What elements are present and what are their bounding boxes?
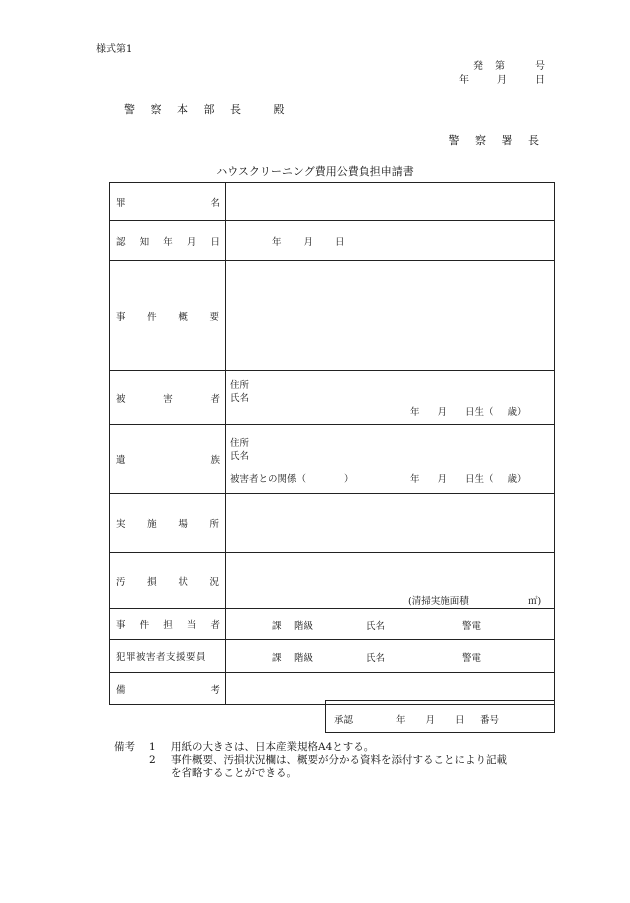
addressee: 警 察 本 部 長 殿 xyxy=(124,103,291,116)
label-char: 汚 xyxy=(116,576,126,588)
notes-heading: 備考 xyxy=(114,741,135,753)
application-form-table xyxy=(109,182,555,705)
label-char: 所 xyxy=(209,519,219,530)
address-label: 住所 xyxy=(230,380,250,391)
label-officer xyxy=(110,609,226,640)
label-char: 況 xyxy=(209,576,219,588)
month-char: 月 xyxy=(497,75,507,86)
name-label: 氏名 xyxy=(366,621,386,632)
day-char: 日 xyxy=(455,715,465,726)
notes xyxy=(114,741,507,780)
label-char: 件 xyxy=(147,311,157,323)
label-char: 罪 xyxy=(116,197,126,209)
label-victim xyxy=(110,371,226,425)
field-victim[interactable] xyxy=(226,371,555,425)
label-support xyxy=(110,640,226,673)
label-remarks xyxy=(110,673,226,705)
label-summary xyxy=(110,261,226,371)
label-char: 者 xyxy=(210,620,220,631)
approval-label: 承認 xyxy=(334,715,354,726)
month-char: 月 xyxy=(437,474,448,485)
label-char: 当 xyxy=(186,620,197,631)
day-char: 日 xyxy=(335,236,345,248)
hatsu-char: 発 xyxy=(473,61,483,72)
row-damage xyxy=(110,553,555,609)
month-char: 月 xyxy=(425,715,436,726)
label-char: 損 xyxy=(147,576,157,588)
sender: 警 察 署 長 xyxy=(448,134,545,147)
name-label: 氏名 xyxy=(230,393,250,404)
label-char: 事 xyxy=(116,311,126,323)
area-unit: ㎡) xyxy=(528,596,542,607)
age-char: 歳） xyxy=(507,407,527,418)
document-title: ハウスクリーニング費用公費負担申請書 xyxy=(216,165,414,178)
label-location xyxy=(110,494,226,553)
row-crime xyxy=(110,183,555,221)
approval-box[interactable] xyxy=(325,700,555,733)
birth-day-char: 日生（ xyxy=(465,407,494,418)
label-char: 実 xyxy=(116,519,126,530)
birth-date xyxy=(410,404,527,418)
form-number: 様式第1 xyxy=(96,44,133,55)
label-bereaved xyxy=(110,425,226,494)
label-char: 場 xyxy=(178,519,188,530)
birth-day-char: 日生（ xyxy=(465,474,494,485)
field-officer[interactable] xyxy=(226,609,555,640)
label-char: 概 xyxy=(178,311,188,323)
birth-date xyxy=(410,471,527,485)
rank-label: 階級 xyxy=(294,621,314,632)
label-text: 犯罪被害者支援要員 xyxy=(116,652,207,663)
issue-number xyxy=(473,57,545,72)
phone-label: 警電 xyxy=(462,653,482,664)
name-label: 氏名 xyxy=(366,653,386,664)
label-char: 考 xyxy=(210,684,220,696)
label-char: 名 xyxy=(210,197,220,209)
day-char: 日 xyxy=(535,75,545,86)
row-bereaved xyxy=(110,425,555,494)
area-label: (清掃実施面積 xyxy=(408,596,469,607)
approval-number-label: 番号 xyxy=(480,715,500,726)
label-recognized xyxy=(110,221,226,261)
note-text: 用紙の大きさは、日本産業規格A4とする。 xyxy=(171,741,375,753)
year-char: 年 xyxy=(459,75,469,86)
rank-label: 階級 xyxy=(294,653,314,664)
row-support xyxy=(110,640,555,673)
year-char: 年 xyxy=(396,715,406,726)
year-char: 年 xyxy=(410,407,420,418)
label-damage xyxy=(110,553,226,609)
age-char: 歳） xyxy=(507,474,527,485)
label-char: 害 xyxy=(163,393,173,405)
label-char: 施 xyxy=(147,519,157,530)
row-location xyxy=(110,494,555,553)
row-recognized xyxy=(110,221,555,261)
name-label: 氏名 xyxy=(230,451,250,462)
label-char: 者 xyxy=(210,393,220,405)
field-crime[interactable] xyxy=(226,183,555,221)
label-char: 状 xyxy=(178,576,188,588)
label-char: 被 xyxy=(116,393,126,405)
dai-char: 第 xyxy=(495,61,505,72)
row-officer xyxy=(110,609,555,640)
year-char: 年 xyxy=(410,474,420,485)
label-char: 担 xyxy=(163,620,173,631)
label-char: 件 xyxy=(139,620,150,631)
relation xyxy=(230,471,354,485)
relation-label: 被害者との関係（ xyxy=(230,474,307,485)
label-char: 要 xyxy=(209,311,219,323)
row-summary xyxy=(110,261,555,371)
row-victim xyxy=(110,371,555,425)
month-char: 月 xyxy=(303,236,314,248)
address-label: 住所 xyxy=(230,438,250,449)
section-label: 課 xyxy=(272,621,282,632)
note-number: 2 xyxy=(149,754,156,766)
note-number: 1 xyxy=(149,741,156,753)
year-char: 年 xyxy=(272,236,282,248)
note-text-continued: を省略することができる。 xyxy=(171,767,297,779)
field-support[interactable] xyxy=(226,640,555,673)
section-label: 課 xyxy=(272,653,282,664)
month-char: 月 xyxy=(437,407,448,418)
issue-date xyxy=(459,71,545,86)
label-char: 認 xyxy=(116,236,126,248)
label-crime xyxy=(110,183,226,221)
label-char: 知 xyxy=(139,236,150,248)
label-char: 年 xyxy=(163,236,173,248)
field-bereaved[interactable] xyxy=(226,425,555,494)
field-recognized-date[interactable] xyxy=(226,221,555,261)
field-location[interactable] xyxy=(226,494,555,553)
field-damage[interactable] xyxy=(226,553,555,609)
label-char: 事 xyxy=(116,620,126,631)
label-char: 族 xyxy=(210,455,220,466)
relation-close: ） xyxy=(344,474,354,485)
phone-label: 警電 xyxy=(462,621,482,632)
label-char: 月 xyxy=(186,236,197,248)
go-char: 号 xyxy=(535,61,545,72)
label-char: 備 xyxy=(116,684,126,696)
label-char: 遺 xyxy=(116,455,126,466)
note-text: 事件概要、汚損状況欄は、概要が分かる資料を添付することにより記載 xyxy=(171,754,507,766)
label-char: 日 xyxy=(210,236,220,248)
field-summary[interactable] xyxy=(226,261,555,371)
approval-date xyxy=(396,712,465,726)
